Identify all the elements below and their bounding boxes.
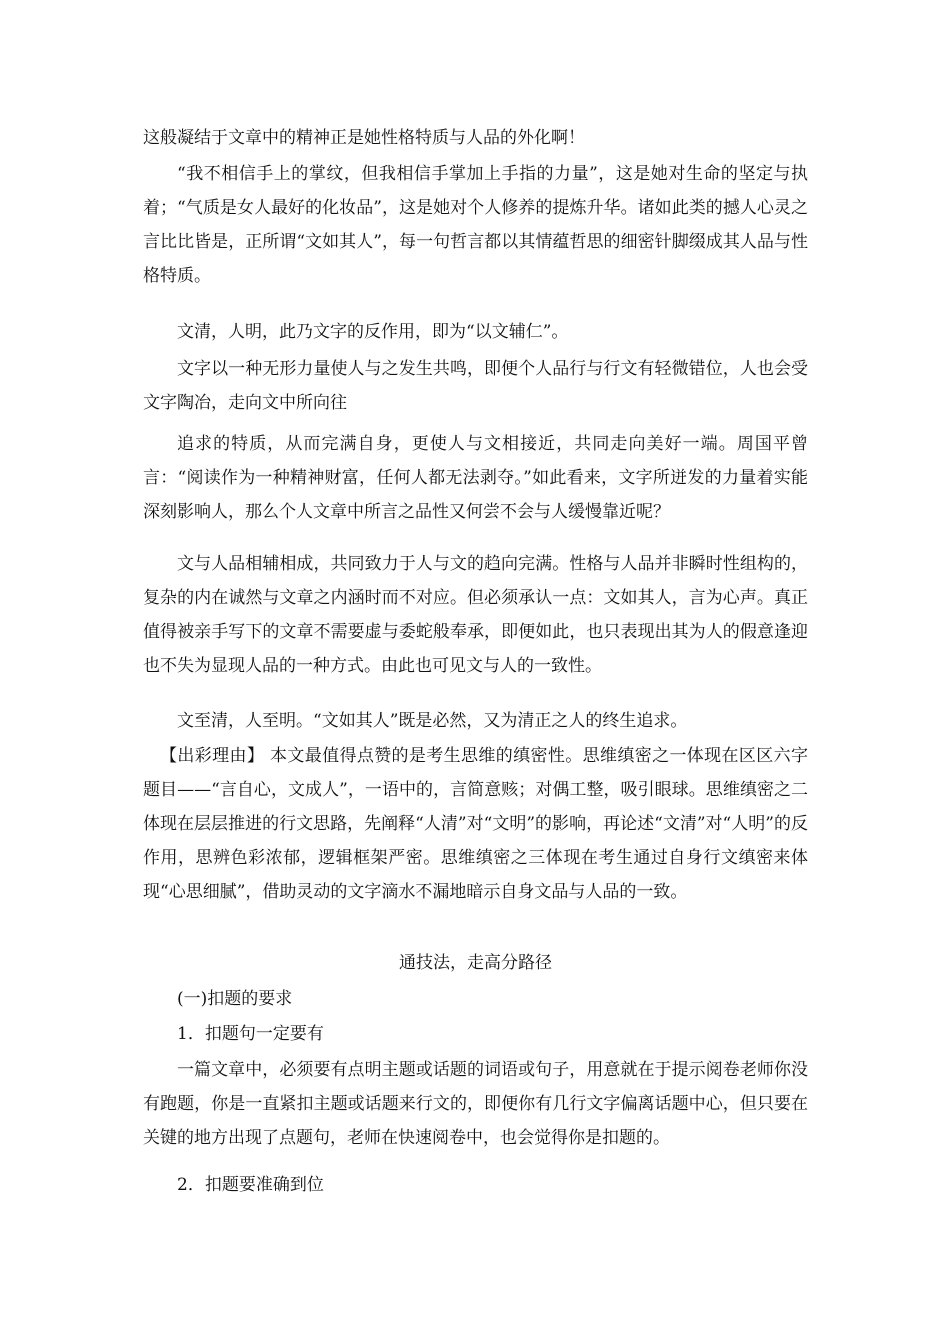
reason-text: 本文最值得点赞的是考生思维的缜密性。思维缜密之一体现在区区六字题目——“言自心，文成人”，一语中的，言简意赅；对偶工整，吸引眼球。思维缜密之二体现在层层推进的行文思路，先阐释“人清”对“文明”的影响，再论述“文清”对“人明”的反作用，思辨色彩浓郁，逻辑框架严密。思维缜密之三体现在考生通过自身行文缜密来体现“心思细腻”，借助灵动的文字滴水不漏地暗示自身文品与人品的一致。: [143, 746, 809, 902]
item-1-text: 一篇文章中，必须要有点明主题或话题的词语或句子，用意就在于提示阅卷老师你没有跑题，你是一直紧扣主题或话题来行文的，即便你有几行文字偏离话题中心，但只要在关键的地方出现了点题句，老师在快速阅卷中，也会觉得你是扣题的。: [143, 1060, 808, 1148]
paragraph-2: “我不相信手上的掌纹，但我相信手掌加上手指的力量”，这是她对生命的坚定与执着；“气质是女人最好的化妆品”，这是她对个人修养的提炼升华。诸如此类的撼人心灵之言比比皆是，正所谓“文如其人”，每一句哲言都以其情蕴哲思的细密针脚缀成其人品与性格特质。: [143, 164, 808, 286]
section-title: 通技法，走高分路径: [399, 953, 552, 973]
paragraph-4: 文字以一种无形力量使人与之发生共鸣，即便个人品行与行文有轻微错位，人也会受文字陶冶，走向文中所向往: [143, 359, 808, 413]
paragraph-5: 追求的特质，从而完满自身，更使人与文相接近，共同走向美好一端。周国平曾言：“阅读作为一种精神财富，任何人都无法剥夺。”如此看来，文字所迸发的力量着实能深刻影响人，那么个人文章中所言之品性又何尝不会与人缓慢靠近呢？: [143, 434, 808, 522]
paragraph-3: 文清，人明，此乃文字的反作用，即为“以文辅仁”。: [177, 322, 569, 342]
item-2-title: 2．扣题要准确到位: [177, 1175, 324, 1195]
paragraph-6: 文与人品相辅相成，共同致力于人与文的趋向完满。性格与人品并非瞬时性组构的，复杂的内在诚然与文章之内涵时而不对应。但必须承认一点：文如其人，言为心声。真正值得被亲手写下的文章不需要虚与委蛇般奉承，即便如此，也只表现出其为人的假意逢迎也不失为显现人品的一种方式。由此也可见文与人的一致性。: [143, 554, 808, 676]
subsection-heading: (一)扣题的要求: [177, 989, 293, 1009]
reason-paragraph: [143, 739, 808, 909]
paragraph-7: 文至清，人至明。“文如其人”既是必然，又为清正之人的终生追求。: [177, 711, 688, 731]
item-1-title: 1．扣题句一定要有: [177, 1024, 324, 1044]
paragraph-1: 这般凝结于文章中的精神正是她性格特质与人品的外化啊！: [143, 128, 585, 148]
reason-label: 【出彩理由】: [160, 746, 265, 766]
